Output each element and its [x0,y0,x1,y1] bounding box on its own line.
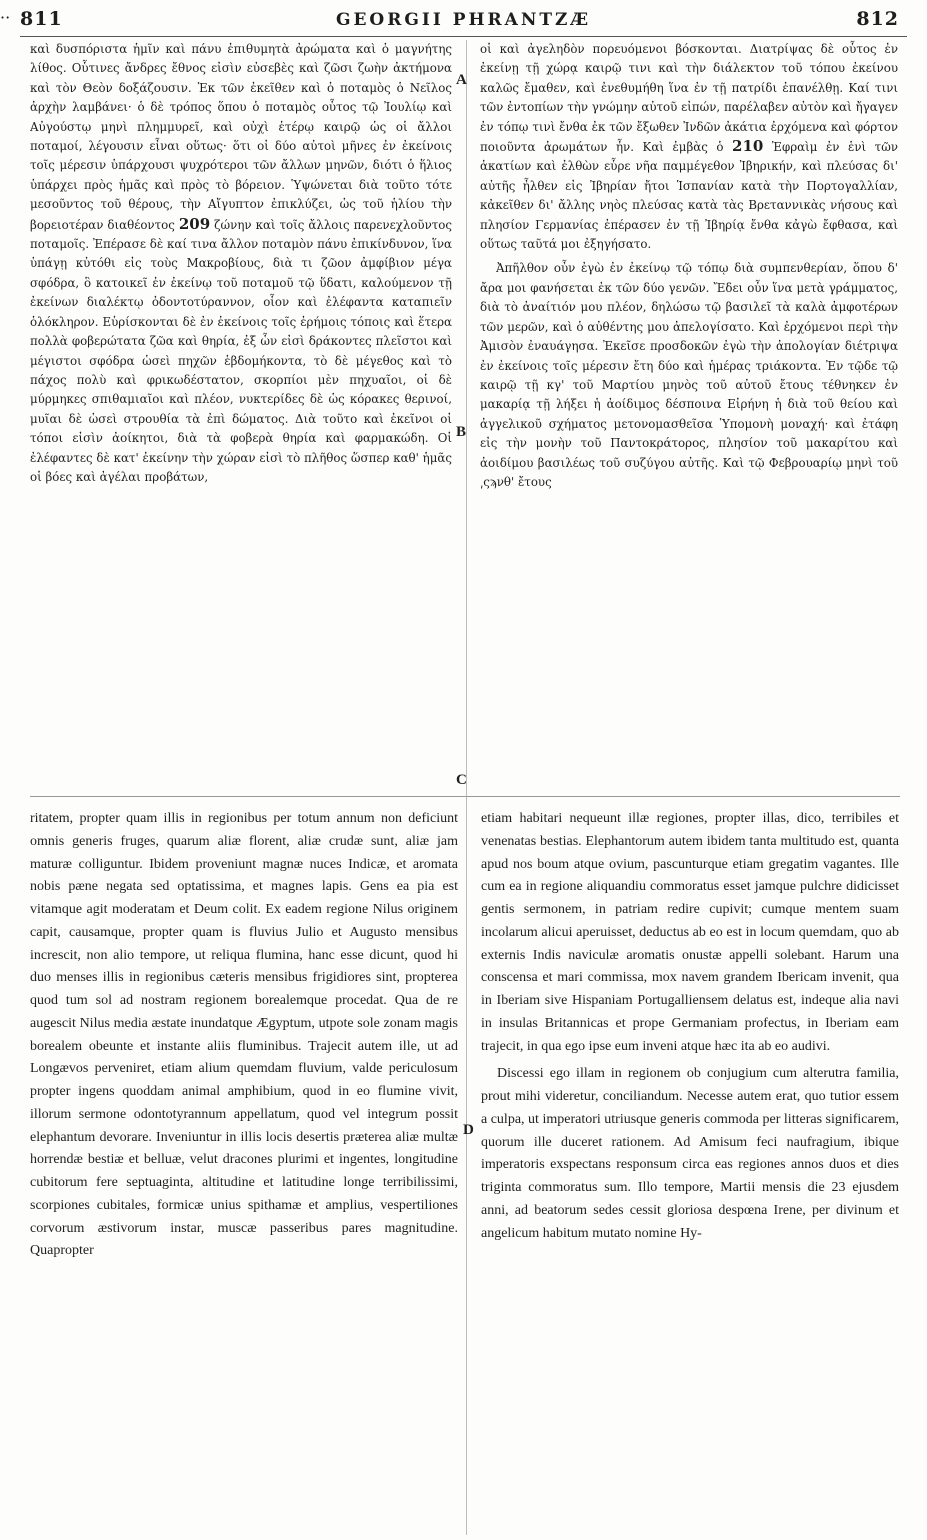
running-title: GEORGII PHRANTZÆ [335,10,592,30]
right-page-number: 812 [856,8,899,30]
latin-right-column [481,808,899,1536]
latin-left-paragraph: ritatem, propter quam illis in regionibus per totum annum non deficiunt omnis generis fruges, quarum aliæ florent, aliæ crudæ sunt, aliæ jam maturæ colliguntur. Ibidem proveniunt magnæ nuces Indicæ, et aromata nobis pæne negata sed optatissima, et magnes lapis. Gens ea pia est vitamque agit moderatam et Deum colit. Ex eadem regione Nilus originem capit, causamque, propter quam is fluvius Julio et Augusto mensibus increscit, non alio tempore, ut reliqua flumina, hanc esse dicunt, quod hi duo menses illis in regionibus cæteris mensibus frigidiores sint, propterea quod tum sol ad nostram regionem borealemque procedat. Qua de re augescit Nilus media æstate inundatque Ægyptum, utpote sole zonam magis borealem obeunte et instante aliis fluminibus. Trajecit autem ille, ut ad Longævos perveniret, etiam alium quemdam fluvium, valde periculosum propter ingens quoddam animal amphibium, quod in eo flumine vivit, illorum sermone odontotyrannum appellatum, quod vel integrum possit elephantum devorare. Inveniuntur in illis locis desertis præterea aliæ multæ horrendæ bestiæ et belluæ, velut dracones plurimi et ingentes, longitudine cubitorum fere septuaginta, altitudine et latitudine longe terribilissimi, scorpiones cubitales, formicæ unius spithamæ et amplius, vespertiliones corvorum æstivorum instar, muscæ passeribus pares magnitudine. Quapropter [30,811,458,1259]
greek-right-text-1: οἱ καὶ ἀγεληδὸν πορευόμενοι βόσκονται. Διατρίψας δὲ οὗτος ἐν ἐκείνῃ τῇ χώρᾳ καιρῷ τινι καὶ τὴν διάλεκτον τοῦ τόπου ἐκείνου καλῶς ἔμαθεν, καὶ ἐνεθυμήθη ἵνα ἐν τῇ πατρίδι ἐπανέλθῃ. Καί τινι τῶν ἐντοπίων τὴν γνώμην αὐτοῦ εἰπών, παρέλαβεν αὐτὸν καὶ ἤγαγεν ἐν τόπῳ τινὶ ἔνθα ἐκ τῶν ἔξωθεν Ἰνδῶν ἀκάτια ἐρχόμενα καὶ φόρτον ποιοῦντα ἀρωμάτων ἦν. Καὶ ἐμβὰς ὁ [480,42,898,155]
greek-right-paragraph-1 [480,40,898,254]
greek-section-number-210: 210 [732,137,764,156]
greek-left-text-2: ζώνην καὶ τοῖς ἄλλοις παρενεχλοῦντος ποταμοῖς. Ἐπέρασε δὲ καί τινα ἄλλον ποταμὸν πάνυ ἐπικίνδυνον, ἵνα ὑπάγῃ κὐτόθι εἰς τοὺς Μακροβίους, διὰ τι ζῶον ἀμφίβιον μέγα σφόδρα, ὃ κατοικεῖ ἐν ἐκείνῳ τοῦ ποταμοῦ τῷ ὕδατι, καλούμενον τῇ ἐκείνων διαλέκτῳ ὀδοντοτύραννον, οἷον καὶ ἐλέφαντα καταπιεῖν ὁλόκληρον. Εὑρίσκονται δὲ ἐν ἐκείνοις τοῖς ἐρήμοις τόποις καὶ ἕτερα πολλὰ φοβερώτατα ζῶα καὶ θηρία, ἐξ ὧν εἰσὶ δράκοντες πλεῖστοι καὶ μέγιστοι σφόδρα ὡσεὶ πηχῶν ἑβδομήκοντα, τὸ δὲ μέγεθος καὶ τὸ πάχος πολὺ καὶ φρικωδέστατον, σκορπίοι μὲν πηχυαῖοι, οἱ δὲ μύρμηκες σπιθαμιαῖοι καὶ πλέον, νυκτερίδες δὲ ὡς κόρακες θερινοί, μυῖαι δὲ ὡσεὶ στρουθία τὰ ἐπὶ δώματος. Διὰ τοῦτο καὶ ἐκεῖνοι οἱ τόποι εἰσὶν ἀοίκητοι, διὰ τὰ φοβερὰ θηρία καὶ φαρμακώδη. Οἱ ἐλέφαντες δὲ κατ' ἐκείνην τὴν χώραν εἰσὶ τὸ πλῆθος ὥσπερ καθ' ἡμᾶς οἱ βόες καὶ ἀγέλαι προβάτων, [30,217,452,484]
greek-left-column [30,40,452,785]
latin-left-column [30,808,458,1536]
greek-section-number-209: 209 [178,214,211,233]
greek-left-text-1: καὶ δυσπόριστα ἡμῖν καὶ πάνυ ἐπιθυμητὰ ἀρώματα καὶ ὁ μαγνήτης λίθος. Οὗτινες ἄνδρες ἔθνος εἰσὶν εὐσεβὲς καὶ ζῶσι ζωὴν ἀκτήμονα καὶ τὸν Θεὸν δοξάζουσιν. Ἐκ τῶν ἐκεῖθεν καὶ ὁ ποταμὸς ὁ Νεῖλος ἀρχὴν λαμβάνει· ὁ δὲ τρόπος ὅπου ὁ ποταμὸς οὗτος τῷ Ἰουλίῳ καὶ Αὐγούστῳ μηνὶ πλημμυρεῖ, καὶ οὐχὶ ἑτέρῳ καιρῷ ὡς οἱ ἄλλοι ποταμοί, λέγουσιν εἶναι οὕτως· ὅτι οἱ δύο αὐτοὶ μῆνες ἐν ἐκείνοις τοῖς μέρεσιν ὑπάρχουσι ψυχρότεροι τῶν ἄλλων μηνῶν, διότι ὁ ἥλιος ὑπάρχει πρὸς ἡμᾶς καὶ πρὸς τὸ βόρειον. Ὑψώνεται διὰ τοῦτο τότε μεσοῦντος τοῦ θέρους, τὴν Αἴγυπτον ἐπικλύζει, ὡς τοῦ ἡλίου τὴν βορειοτέραν διαθέοντος [30,42,452,232]
latin-right-paragraph-1: etiam habitari nequeunt illæ regiones, propter illas, dico, terribiles et venenatas bestias. Elephantorum autem ibidem tanta multitudo est, quanta apud nos boum atque ovium, pascunturque etiam gregatim vagantes. Ille cum ea in regione aliquandiu commoratus esset jamque pulchre didicisset gentis sermonem, in patriam redire cupivit; cumque mentem suam incolarum alicui aperuisset, deductus ab eo est in locum quemdam, quo ab externis Indis naviculæ aromatis onustæ appelli solebant. Harum una conscensa et mari commissa, mox navem grandem Ibericam invenit, qua in Iberiam sive Hispaniam Portugalliensem delatus est, indeque alia navi in insulas Britannicas et prope Germaniam profectus, in Iberiam eam trajecit, in qua ego ipse eum inveni atque hæc ita ab eo audivi. [481,811,899,1054]
margin-marker-c: C [456,772,467,788]
header-dash: ·· [0,8,11,27]
header-rule [20,36,907,37]
section-divider [30,796,900,797]
greek-right-column [480,40,898,785]
margin-marker-a: A [456,72,467,88]
margin-marker-d: D [463,1122,474,1138]
greek-right-paragraph-2: Ἀπῆλθον οὖν ἐγὼ ἐν ἐκείνῳ τῷ τόπῳ διὰ συμπενθερίαν, ὅπου δ' ἄρα μοι φανήσεται ἐκ τῶν δύο γενῶν. Ἔδει οὖν ἵνα μετὰ γράμματος, διὰ τὸ ἀναίτιόν μου πλέον, δηλώσω τῷ βασιλεῖ τὰ καλὰ ἀμφοτέρων τῶν μερῶν, καὶ ὁ αὐθέντης μου ἀπελογίσατο. Καὶ ἐρχόμενοι περὶ τὴν Ἀμισὸν ἐναυάγησα. Ἐκεῖσε προσδοκῶν ἐγὼ τὴν ἀπολογίαν διέτριψα ἐν ἐκείνοις τοῖς μέρεσιν ἔτη δύο καὶ ἡμέρας τριάκοντα. Ἐν τῷδε τῷ καιρῷ τῇ κγ' τοῦ Μαρτίου μηνὸς τοῦ αὐτοῦ ἔτους τέθνηκεν ἐν μακαρίᾳ τῇ λήξει ἡ ἀοίδιμος δέσποινα Εἰρήνη ἡ διὰ τοῦ θείου καὶ ἀγγελικοῦ σχήματος μετονομασθεῖσα Ὑπομονὴ μοναχή· καὶ ἐτάφη εἰς τὴν μονὴν τοῦ Παντοκράτορος, πλησίον τοῦ μακαρίτου καὶ ἀοιδίμου βασιλέως τοῦ συζύγου αὐτῆς. Καὶ τῷ Φεβρουαρίῳ μηνὶ τοῦ ͵ςϡνθ' ἔτους [480,261,898,489]
greek-right-text-2: Ἐφραὶμ ἐν ἑνὶ τῶν ἀκατίων καὶ ἐλθὼν εὗρε νῆα παμμέγεθον Ἰβηρικήν, καὶ πλεύσας δι' αὐτῆς ἦλθεν εἰς Ἰβηρίαν ἤτοι Ἱσπανίαν κατὰ τὴν Πορτογαλλίαν, κἀκεῖθεν δι' ἄλλης νηὸς πλεύσας κατὰ τὰς Βρεταννικὰς νήσους καὶ πλησίον Γερμανίας ἐπέρασεν ἐν τῇ Ἰβηρίᾳ ἔνθα κἀγὼ ἔφθασα, καὶ οὕτως ταῦτά μοι ἐξηγήσατο. [480,140,898,252]
margin-marker-b: B [456,424,467,440]
left-page-number: 811 [20,8,63,30]
greek-left-paragraph [30,40,452,487]
latin-right-paragraph-2: Discessi ego illam in regionem ob conjugium cum alterutra familia, prout mihi videretur, conciliandum. Necesse autem erat, quo tutior essem a culpa, ut imperatori utriusque generis commoda per litteras significarem, quorum ille duceret rationem. Ad Amisum feci naufragium, ibique imperatoris exspectans responsum circa eas regiones annos duos et dies triginta commoratus sum. Illo tempore, Martii mensis die 23 ejusdem anni, ad beatorum sedes cessit gloriosa despœna Irene, per divinum et angelicum habitum mutato nomine Hy- [481,1066,899,1241]
